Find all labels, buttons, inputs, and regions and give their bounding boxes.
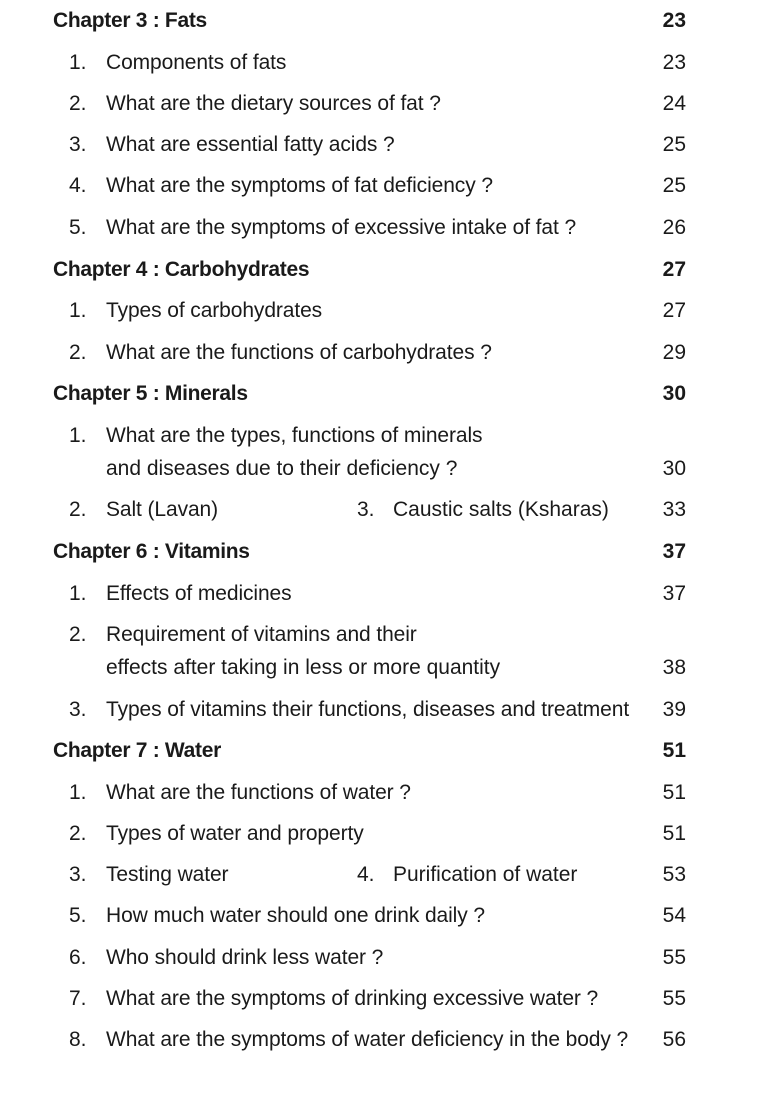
chapter-heading: [0, 258, 780, 288]
entry-text: Types of vitamins their functions, diseases and treatment: [106, 698, 630, 721]
chapter-title: Chapter 4 : Carbohydrates: [53, 258, 310, 281]
toc-entry: [0, 216, 780, 246]
entry-text: Requirement of vitamins and their: [106, 623, 417, 646]
toc-entry: [0, 822, 780, 852]
entry-text: Who should drink less water ?: [106, 946, 384, 969]
entry-page-number: 33: [662, 498, 686, 521]
entry-page-number: 51: [662, 822, 686, 845]
entry-page-number: 25: [662, 174, 686, 197]
entry-number: 3.: [69, 863, 87, 886]
chapter-title: Chapter 7 : Water: [53, 739, 221, 762]
toc-entry: [0, 92, 780, 122]
toc-entry: [0, 946, 780, 976]
entry-text: Types of water and property: [106, 822, 364, 845]
entry-number: 2.: [69, 341, 87, 364]
entry-number: 1.: [69, 582, 87, 605]
entry-text: What are the symptoms of excessive intake of fat ?: [106, 216, 577, 239]
entry-text: What are the functions of carbohydrates ?: [106, 341, 492, 364]
entry-number: 5.: [69, 904, 87, 927]
chapter-page-number: 37: [662, 540, 686, 563]
entry-number: 1.: [69, 424, 87, 447]
toc-entry: [0, 781, 780, 811]
entry-number: 2.: [69, 822, 87, 845]
chapter-heading: [0, 739, 780, 769]
entry-page-number: 51: [662, 781, 686, 804]
entry-page-number: 29: [662, 341, 686, 364]
entry-text: What are the symptoms of fat deficiency ?: [106, 174, 493, 197]
entry-text: What are the types, functions of minerals: [106, 424, 483, 447]
toc-entry: [0, 623, 780, 653]
entry-number: 7.: [69, 987, 87, 1010]
entry-page-number: 55: [662, 987, 686, 1010]
entry-text: Salt (Lavan): [106, 498, 219, 521]
entry-page-number: 53: [662, 863, 686, 886]
entry-page-number: 23: [662, 51, 686, 74]
toc-entry: [0, 1028, 780, 1058]
chapter-page-number: 23: [662, 9, 686, 32]
toc-entry: [0, 987, 780, 1017]
entry-page-number: 38: [662, 656, 686, 679]
chapter-title: Chapter 3 : Fats: [53, 9, 207, 32]
entry-number-second: 4.: [357, 863, 375, 886]
chapter-title: Chapter 5 : Minerals: [53, 382, 248, 405]
chapter-page-number: 30: [662, 382, 686, 405]
entry-text-second: Purification of water: [393, 863, 578, 886]
entry-text-continuation: and diseases due to their deficiency ?: [106, 457, 458, 480]
toc-entry-double: [0, 863, 780, 893]
entry-page-number: 26: [662, 216, 686, 239]
entry-text: What are the symptoms of water deficiency in the body ?: [106, 1028, 629, 1051]
entry-text: Components of fats: [106, 51, 287, 74]
toc-entry-continuation: [0, 656, 780, 686]
entry-page-number: 56: [662, 1028, 686, 1051]
entry-number: 3.: [69, 133, 87, 156]
entry-page-number: 24: [662, 92, 686, 115]
entry-text: What are essential fatty acids ?: [106, 133, 395, 156]
toc-entry: [0, 424, 780, 454]
chapter-page-number: 27: [662, 258, 686, 281]
entry-text: How much water should one drink daily ?: [106, 904, 485, 927]
entry-page-number: 25: [662, 133, 686, 156]
toc-entry: [0, 133, 780, 163]
toc-entry: [0, 698, 780, 728]
entry-number: 2.: [69, 623, 87, 646]
toc-entry: [0, 51, 780, 81]
toc-entry: [0, 299, 780, 329]
entry-text: Types of carbohydrates: [106, 299, 323, 322]
chapter-heading: [0, 9, 780, 39]
entry-page-number: 54: [662, 904, 686, 927]
entry-number: 5.: [69, 216, 87, 239]
entry-page-number: 27: [662, 299, 686, 322]
toc-entry-double: [0, 498, 780, 528]
entry-text: What are the symptoms of drinking excessive water ?: [106, 987, 599, 1010]
toc-entry: [0, 582, 780, 612]
entry-number: 6.: [69, 946, 87, 969]
chapter-page-number: 51: [662, 739, 686, 762]
chapter-title: Chapter 6 : Vitamins: [53, 540, 250, 563]
entry-number: 2.: [69, 92, 87, 115]
entry-page-number: 55: [662, 946, 686, 969]
entry-text-continuation: effects after taking in less or more quantity: [106, 656, 501, 679]
entry-page-number: 30: [662, 457, 686, 480]
toc-entry-continuation: [0, 457, 780, 487]
entry-text-second: Caustic salts (Ksharas): [393, 498, 609, 521]
entry-number: 8.: [69, 1028, 87, 1051]
entry-number: 4.: [69, 174, 87, 197]
entry-number: 1.: [69, 781, 87, 804]
entry-number: 1.: [69, 51, 87, 74]
toc-entry: [0, 341, 780, 371]
entry-page-number: 37: [662, 582, 686, 605]
entry-number: 2.: [69, 498, 87, 521]
chapter-heading: [0, 540, 780, 570]
entry-number-second: 3.: [357, 498, 375, 521]
chapter-heading: [0, 382, 780, 412]
entry-text: What are the dietary sources of fat ?: [106, 92, 441, 115]
entry-page-number: 39: [662, 698, 686, 721]
toc-entry: [0, 904, 780, 934]
entry-text: Testing water: [106, 863, 229, 886]
entry-text: What are the functions of water ?: [106, 781, 411, 804]
toc-entry: [0, 174, 780, 204]
entry-number: 3.: [69, 698, 87, 721]
entry-number: 1.: [69, 299, 87, 322]
entry-text: Effects of medicines: [106, 582, 292, 605]
